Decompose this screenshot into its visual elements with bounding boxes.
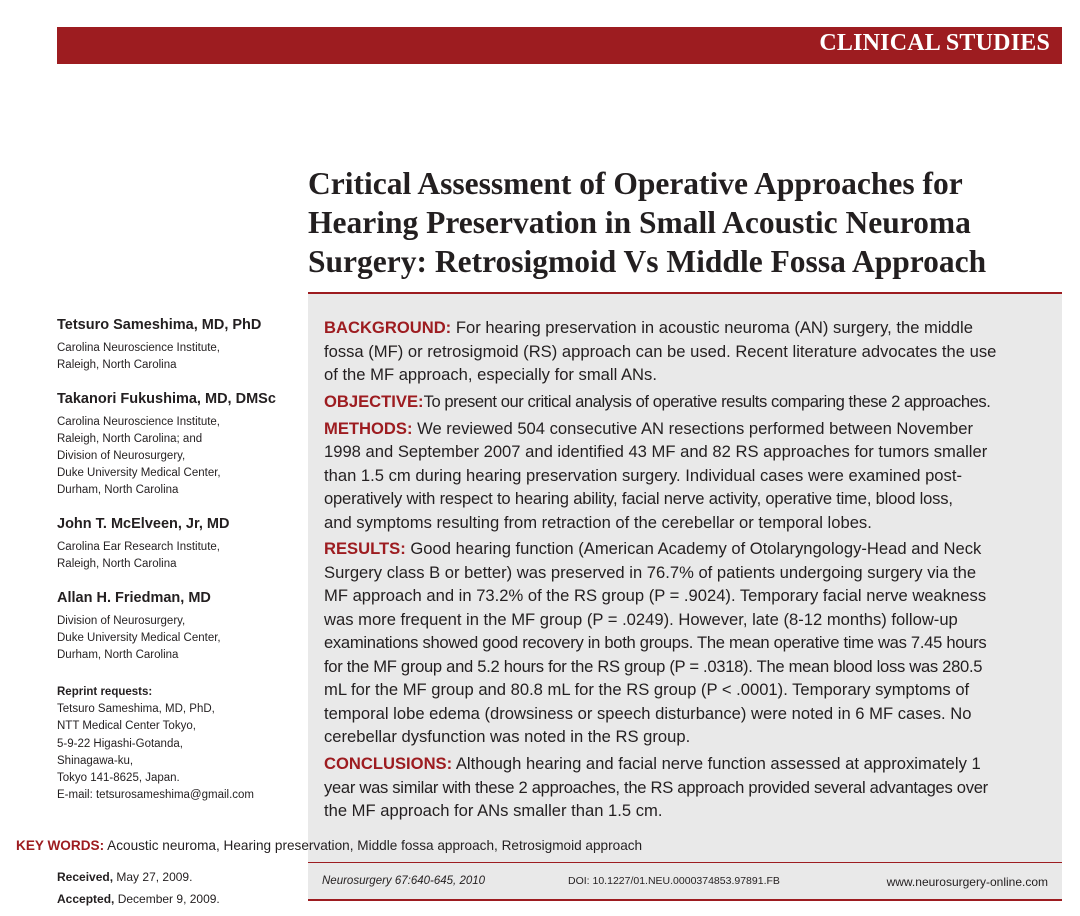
abstract-line: for the MF group and 5.2 hours for the RS group (P = .0318). The mean blood loss was 280.5 (324, 656, 983, 676)
abstract-box (308, 292, 1062, 901)
author-affiliation (57, 414, 302, 499)
abstract-line: cerebellar dysfunction was noted in the RS group. (324, 727, 691, 747)
affiliation-line: Durham, North Carolina (57, 649, 179, 661)
accepted-date (57, 888, 220, 910)
abstract-line: Good hearing function (American Academy of Otolaryngology-Head and Neck (405, 539, 982, 559)
abstract-line: To present our critical analysis of operative results comparing these 2 approaches. (423, 391, 991, 411)
affiliation-line: Durham, North Carolina (57, 484, 179, 496)
accepted-label: Accepted, (57, 892, 115, 906)
abstract-line: operatively with respect to hearing ability, facial nerve activity, operative time, blood loss, (324, 489, 953, 509)
reprint-email: E-mail: tetsurosameshima@gmail.com (57, 789, 255, 802)
abstract-text (324, 316, 1048, 826)
affiliation-line: Raleigh, North Carolina; and (57, 433, 203, 445)
affiliation-line: Division of Neurosurgery, (57, 450, 186, 462)
abstract-line: MF approach and in 73.2% of the RS group (P = .9024). Temporary facial nerve weakness (324, 586, 987, 606)
reprint-requests (57, 684, 302, 804)
author-block (57, 390, 302, 499)
journal-citation: Neurosurgery 67:640-645, 2010 (322, 875, 486, 887)
keywords (16, 838, 642, 853)
affiliation-line: Duke University Medical Center, (57, 632, 221, 644)
received-label: Received, (57, 870, 114, 884)
abstract-line: and symptoms resulting from retraction of the cerebellar or temporal lobes. (324, 512, 872, 532)
affiliation-line: Duke University Medical Center, (57, 467, 221, 479)
reprint-line: NTT Medical Center Tokyo, (57, 720, 196, 733)
reprint-line: 5-9-22 Higashi-Gotanda, (57, 737, 183, 750)
affiliation-line: Raleigh, North Carolina (57, 359, 177, 371)
background-heading: BACKGROUND: (324, 318, 452, 337)
objective-heading: OBJECTIVE: (324, 391, 424, 411)
abstract-line: mL for the MF group and 80.8 mL for the RS group (P < .0001). Temporary symptoms of (324, 680, 970, 700)
abstract-line: examinations showed good recovery in both groups. The mean operative time was 7.45 hours (324, 633, 987, 653)
author-block (57, 316, 302, 374)
author-name: Takanori Fukushima, MD, DMSc (57, 391, 276, 407)
section-label: CLINICAL STUDIES (819, 30, 1050, 56)
abstract-line: than 1.5 cm during hearing preservation surgery. Individual cases were examined post- (324, 465, 962, 485)
affiliation-line: Carolina Ear Research Institute, (57, 541, 220, 553)
author-name: Allan H. Friedman, MD (57, 590, 211, 606)
abstract-line: We reviewed 504 consecutive AN resections performed between November (412, 418, 973, 438)
author-column (57, 316, 302, 804)
author-block (57, 515, 302, 573)
abstract-conclusions (324, 752, 1048, 823)
abstract-background (324, 316, 1048, 387)
author-name: John T. McElveen, Jr, MD (57, 516, 230, 532)
abstract-line: year was similar with these 2 approaches, the RS approach provided several advantages over (324, 777, 988, 797)
abstract-line: 1998 and September 2007 and identified 43 MF and 82 RS approaches for tumors smaller (324, 442, 988, 462)
reprint-heading: Reprint requests: (57, 686, 153, 698)
reprint-line: Tokyo 141-8625, Japan. (57, 772, 180, 785)
abstract-results (324, 537, 1048, 749)
doi: DOI: 10.1227/01.NEU.0000374853.97891.FB (568, 875, 780, 887)
author-affiliation (57, 539, 302, 573)
abstract-line: For hearing preservation in acoustic neuroma (AN) surgery, the middle (451, 318, 973, 337)
keywords-heading: KEY WORDS: (16, 838, 105, 853)
article-dates (57, 866, 220, 910)
abstract-footer (308, 862, 1062, 899)
accepted-value: December 9, 2009. (117, 892, 220, 906)
author-affiliation (57, 340, 302, 374)
author-affiliation (57, 613, 302, 664)
abstract-line: of the MF approach, especially for small ANs. (324, 365, 657, 384)
article-title (308, 164, 1068, 281)
abstract-methods (324, 417, 1048, 535)
abstract-line: Although hearing and facial nerve function assessed at approximately 1 (452, 754, 981, 774)
abstract-line: was more frequent in the MF group (P = .0249). However, late (8-12 months) follow-up (324, 609, 958, 629)
author-name: Tetsuro Sameshima, MD, PhD (57, 317, 262, 333)
abstract-line: Surgery class B or better) was preserved in 76.7% of patients undergoing surgery via the (324, 562, 977, 582)
keywords-text: Acoustic neuroma, Hearing preservation, Middle fossa approach, Retrosigmoid approach (104, 838, 643, 853)
reprint-line: Shinagawa-ku, (57, 754, 134, 767)
methods-heading: METHODS: (324, 418, 413, 438)
conclusions-heading: CONCLUSIONS: (324, 754, 453, 774)
received-value: May 27, 2009. (116, 870, 193, 884)
title-line: Hearing Preservation in Small Acoustic Neuroma (308, 205, 971, 240)
results-heading: RESULTS: (324, 539, 406, 559)
reprint-line: Tetsuro Sameshima, MD, PhD, (57, 703, 215, 716)
affiliation-line: Raleigh, North Carolina (57, 558, 177, 570)
received-date (57, 866, 220, 888)
title-line: Critical Assessment of Operative Approaches for (308, 166, 963, 201)
abstract-line: the MF approach for ANs smaller than 1.5 cm. (324, 801, 663, 821)
affiliation-line: Carolina Neuroscience Institute, (57, 416, 220, 428)
affiliation-line: Division of Neurosurgery, (57, 615, 186, 627)
journal-website: www.neurosurgery-online.com (886, 875, 1048, 889)
abstract-line: fossa (MF) or retrosigmoid (RS) approach can be used. Recent literature advocates the use (324, 341, 997, 361)
affiliation-line: Carolina Neuroscience Institute, (57, 342, 220, 354)
section-header-bar (57, 27, 1062, 64)
abstract-objective (324, 390, 1048, 414)
author-block (57, 589, 302, 664)
abstract-line: temporal lobe edema (drowsiness or speech disturbance) were noted in 6 MF cases. No (324, 703, 972, 723)
title-line: Surgery: Retrosigmoid Vs Middle Fossa Approach (308, 244, 987, 279)
